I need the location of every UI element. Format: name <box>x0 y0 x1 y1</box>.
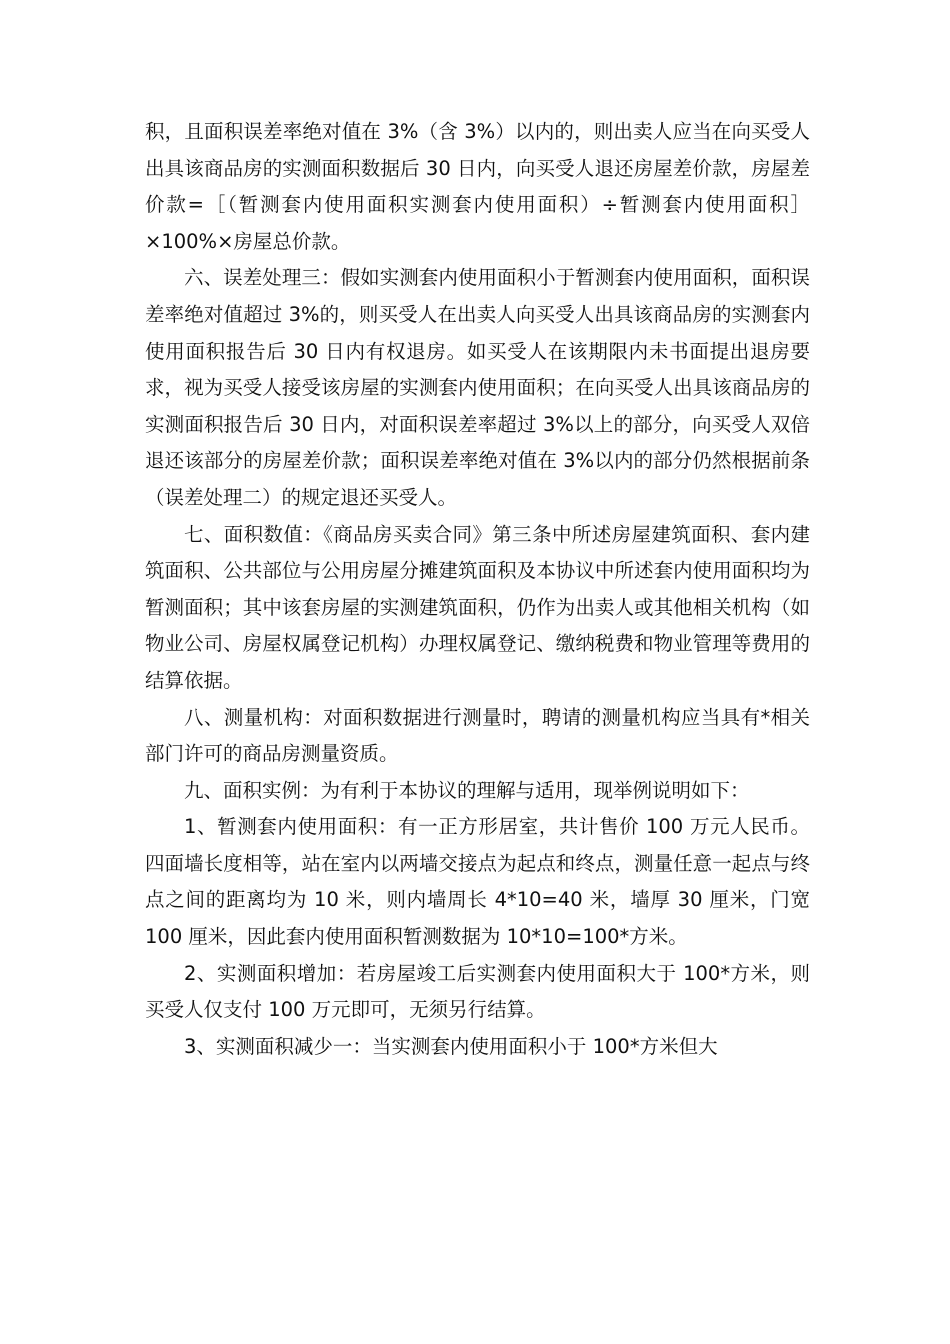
paragraph-error-handling-three: 六、误差处理三：假如实测套内使用面积小于暂测套内使用面积，面积误差率绝对值超过 3%的，则买受人在出卖人向买受人出具该商品房的实测套内使用面积报告后 30 日内有权退房。如买受人在该期限内未书面提出退房要求，视为买受人接受该房屋的实测套内使用面积；在向买受人出具该商品房的实测面积报告后 30 日内，对面积误差率超过 3%以上的部分，向买受人双倍退还该部分的房屋差价款；面积误差率绝对值在 3%以内的部分仍然根据前条（误差处理二）的规定退还买受人。 <box>145 266 810 509</box>
paragraph-area-values: 七、面积数值：《商品房买卖合同》第三条中所述房屋建筑面积、套内建筑面积、公共部位与公用房屋分摊建筑面积及本协议中所述套内使用面积均为暂测面积；其中该套房屋的实测建筑面积，仍作为出卖人或其他相关机构（如物业公司、房屋权属登记机构）办理权属登记、缴纳税费和物业管理等费用的结算依据。 <box>145 522 810 692</box>
paragraph-area-examples: 九、面积实例：为有利于本协议的理解与适用，现举例说明如下： <box>184 778 750 802</box>
paragraph-survey-agency: 八、测量机构：对面积数据进行测量时，聘请的测量机构应当具有*相关部门许可的商品房测量资质。 <box>145 705 810 766</box>
paragraph-example-3: 3、实测面积减少一：当实测套内使用面积小于 100*方米但大 <box>184 1034 718 1058</box>
paragraph-continuation: 积，且面积误差率绝对值在 3%（含 3%）以内的，则出卖人应当在向买受人出具该商品房的实测面积数据后 30 日内，向买受人退还房屋差价款，房屋差价款=［（暂测套内使用面积实测套内使用面积）÷暂测套内使用面积］×100%×房屋总价款。 <box>145 120 810 253</box>
paragraph-example-2: 2、实测面积增加：若房屋竣工后实测套内使用面积大于 100*方米，则买受人仅支付 100 万元即可，无须另行结算。 <box>145 961 810 1022</box>
document-body <box>145 114 810 1065</box>
paragraph-example-1: 1、暂测套内使用面积：有一正方形居室，共计售价 100 万元人民币。四面墙长度相等，站在室内以两墙交接点为起点和终点，测量任意一起点与终点之间的距离均为 10 米，则内墙周长 4*10=40 米，墙厚 30 厘米，门宽 100 厘米，因此套内使用面积暂测数据为 10*10=100*方米。 <box>145 815 810 949</box>
